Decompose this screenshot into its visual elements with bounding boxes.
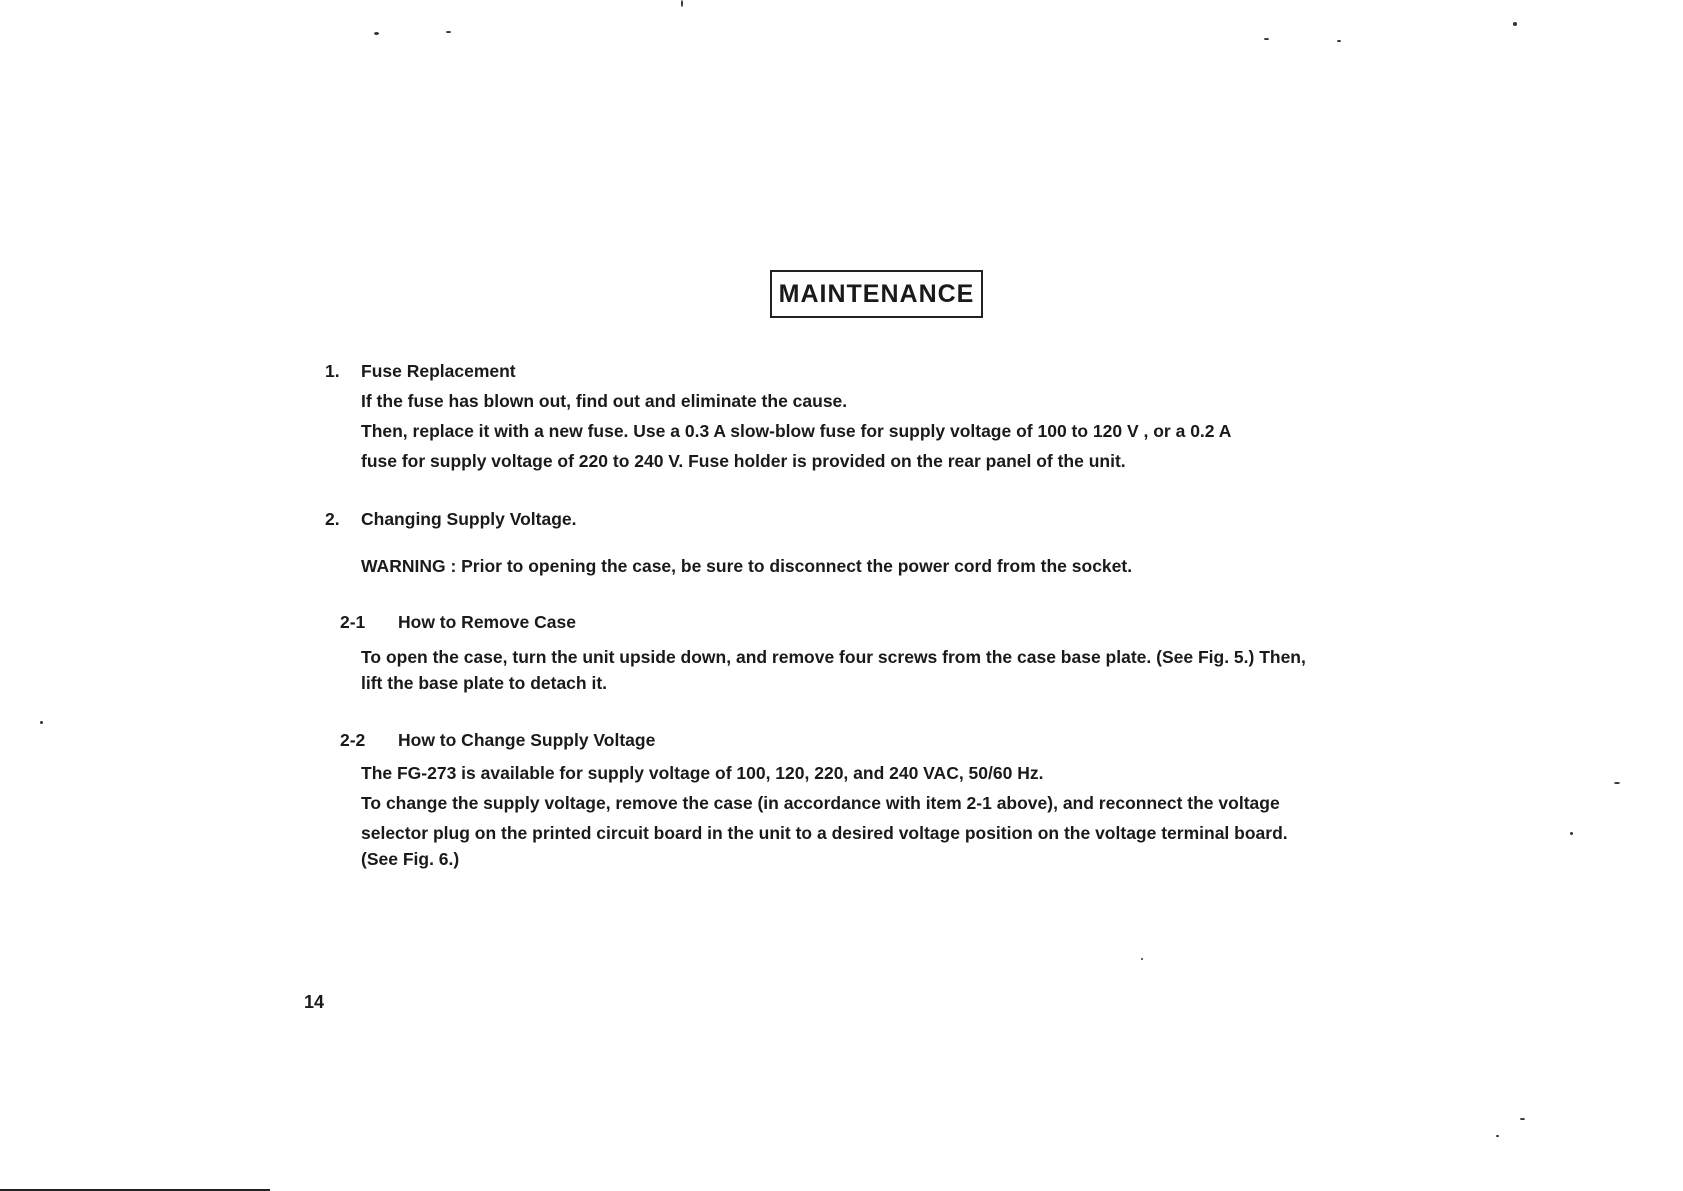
section-title: Changing Supply Voltage.: [361, 509, 577, 529]
scan-speck: [1337, 40, 1341, 42]
paragraph-line: The FG-273 is available for supply voltage of 100, 120, 220, and 240 VAC, 50/60 Hz.: [361, 763, 1044, 783]
paragraph-line: selector plug on the printed circuit board in the unit to a desired voltage position on the voltage terminal board.: [361, 823, 1288, 843]
scan-speck: [1264, 38, 1269, 40]
subsection-2-1-heading: [340, 611, 576, 633]
scan-speck: [1513, 22, 1517, 26]
page-number: 14: [304, 992, 325, 1012]
scan-speck: [40, 721, 43, 724]
subsection-number: 2-2: [340, 730, 366, 750]
section-2-heading: [325, 508, 577, 530]
section-title: Fuse Replacement: [361, 361, 516, 381]
paragraph-line: fuse for supply voltage of 220 to 240 V. Fuse holder is provided on the rear panel of the unit.: [361, 451, 1126, 471]
page-title: MAINTENANCE: [770, 270, 983, 318]
paragraph-line: Then, replace it with a new fuse. Use a 0.3 A slow-blow fuse for supply voltage of 100 to 120 V , or a 0.2 A: [361, 421, 1232, 441]
scan-speck: [1141, 958, 1143, 960]
scan-speck: [446, 31, 451, 33]
subsection-2-2-heading: [340, 729, 655, 751]
paragraph-line: If the fuse has blown out, find out and eliminate the cause.: [361, 391, 848, 411]
scan-speck: [1570, 832, 1573, 835]
scan-speck: [1520, 1118, 1525, 1120]
section-number: 2.: [325, 509, 340, 529]
subsection-title: How to Change Supply Voltage: [398, 730, 656, 750]
section-1-heading: [325, 360, 516, 382]
warning-text: WARNING : Prior to opening the case, be sure to disconnect the power cord from the socket.: [361, 556, 1133, 576]
scan-speck: [1614, 782, 1620, 784]
paragraph-line: (See Fig. 6.): [361, 849, 460, 869]
section-number: 1.: [325, 361, 340, 381]
paragraph-line: To change the supply voltage, remove the case (in accordance with item 2-1 above), and reconnect the voltage: [361, 793, 1280, 813]
paragraph-line: lift the base plate to detach it.: [361, 673, 608, 693]
scan-speck: [374, 32, 379, 35]
scan-speck: [1496, 1135, 1499, 1137]
subsection-title: How to Remove Case: [398, 612, 576, 632]
subsection-number: 2-1: [340, 612, 366, 632]
scan-speck: [681, 0, 683, 7]
paragraph-line: To open the case, turn the unit upside down, and remove four screws from the case base plate. (See Fig. 5.) Then,: [361, 647, 1306, 667]
